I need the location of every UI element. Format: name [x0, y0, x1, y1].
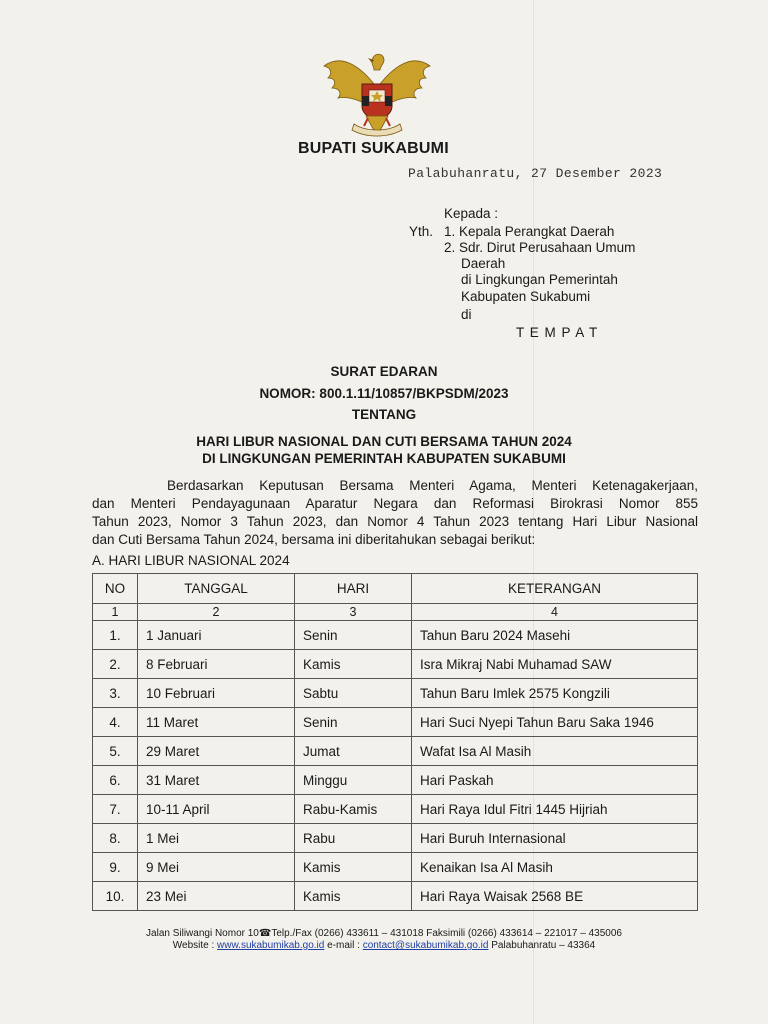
cell-desc: Isra Mikraj Nabi Muhamad SAW [412, 650, 698, 679]
website-link[interactable]: www.sukabumikab.go.id [217, 940, 325, 951]
table-row [93, 882, 698, 911]
cell-desc: Tahun Baru Imlek 2575 Kongzili [412, 679, 698, 708]
body-line-4: dan Cuti Bersama Tahun 2024, bersama ini diberitahukan sebagai berikut: [92, 532, 536, 547]
cell-no: 2. [93, 650, 138, 679]
addressee-item-2-cont: Daerah [461, 256, 506, 271]
addressee-kepada: Kepada : [444, 206, 499, 221]
place-date: Palabuhanratu, 27 Desember 2023 [408, 166, 663, 181]
cell-date: 9 Mei [138, 853, 295, 882]
footer-email-label: e-mail : [327, 940, 360, 951]
cell-day: Sabtu [295, 679, 412, 708]
col-number: 4 [412, 604, 698, 621]
cell-no: 3. [93, 679, 138, 708]
cell-date: 31 Maret [138, 766, 295, 795]
col-number: 1 [93, 604, 138, 621]
footer-website-label: Website : [172, 940, 215, 951]
cell-no: 10. [93, 882, 138, 911]
garuda-emblem-icon [318, 44, 436, 144]
cell-date: 10 Februari [138, 679, 295, 708]
table-row [93, 708, 698, 737]
section-a-title: A. HARI LIBUR NASIONAL 2024 [92, 553, 290, 568]
header-no: NO [93, 574, 138, 604]
cell-desc: Wafat Isa Al Masih [412, 737, 698, 766]
addressee-item-1: 1. Kepala Perangkat Daerah [444, 224, 615, 239]
table-row [93, 795, 698, 824]
body-line-1: Berdasarkan Keputusan Bersama Menteri Agama, Menteri Ketenagakerjaan, [167, 478, 698, 493]
cell-day: Rabu [295, 824, 412, 853]
cell-no: 7. [93, 795, 138, 824]
footer-city: Palabuhanratu – 43364 [491, 940, 596, 951]
cell-desc: Hari Raya Waisak 2568 BE [412, 882, 698, 911]
letter-type: SURAT EDARAN [330, 364, 438, 379]
letter-number: NOMOR: 800.1.11/10857/BKPSDM/2023 [259, 386, 509, 401]
addressee-di: di [461, 307, 472, 322]
table-row [93, 737, 698, 766]
cell-no: 6. [93, 766, 138, 795]
body-line-3: Tahun 2023, Nomor 3 Tahun 2023, dan Nomor 4 Tahun 2023 tentang Hari Libur Nasional [92, 514, 698, 529]
body-line-2: dan Menteri Pendayagunaan Aparatur Negara dan Reformasi Birokrasi Nomor 855 [92, 496, 698, 511]
table-row [93, 824, 698, 853]
cell-day: Jumat [295, 737, 412, 766]
header-tanggal: TANGGAL [138, 574, 295, 604]
cell-no: 9. [93, 853, 138, 882]
addressee-line-3: di Lingkungan Pemerintah [461, 272, 618, 287]
cell-date: 10-11 April [138, 795, 295, 824]
email-link[interactable]: contact@sukabumikab.go.id [362, 940, 489, 951]
cell-desc: Hari Suci Nyepi Tahun Baru Saka 1946 [412, 708, 698, 737]
cell-day: Rabu-Kamis [295, 795, 412, 824]
cell-date: 23 Mei [138, 882, 295, 911]
col-number: 3 [295, 604, 412, 621]
cell-date: 11 Maret [138, 708, 295, 737]
addressee-item-2: 2. Sdr. Dirut Perusahaan Umum [444, 240, 636, 255]
cell-no: 8. [93, 824, 138, 853]
cell-day: Kamis [295, 853, 412, 882]
cell-desc: Tahun Baru 2024 Masehi [412, 621, 698, 650]
addressee-yth: Yth. [409, 224, 434, 239]
addressee-line-4: Kabupaten Sukabumi [461, 289, 591, 304]
subject-line-2: DI LINGKUNGAN PEMERINTAH KABUPATEN SUKABUMI [202, 451, 566, 466]
cell-no: 4. [93, 708, 138, 737]
office-title: BUPATI SUKABUMI [298, 140, 449, 157]
table-row [93, 853, 698, 882]
cell-desc: Kenaikan Isa Al Masih [412, 853, 698, 882]
table-row [93, 766, 698, 795]
subject-line-1: HARI LIBUR NASIONAL DAN CUTI BERSAMA TAHUN 2024 [196, 434, 572, 449]
footer-address: Jalan Siliwangi Nomor 10☎Telp./Fax (0266) 433611 – 431018 Faksimili (0266) 433614 – 221017 – 435006 [146, 928, 622, 939]
header-hari: HARI [295, 574, 412, 604]
cell-day: Senin [295, 621, 412, 650]
cell-desc: Hari Raya Idul Fitri 1445 Hijriah [412, 795, 698, 824]
cell-date: 1 Januari [138, 621, 295, 650]
cell-date: 8 Februari [138, 650, 295, 679]
table-row [93, 650, 698, 679]
cell-date: 29 Maret [138, 737, 295, 766]
table-row [93, 679, 698, 708]
table-row [93, 621, 698, 650]
cell-no: 1. [93, 621, 138, 650]
cell-day: Kamis [295, 882, 412, 911]
cell-day: Kamis [295, 650, 412, 679]
column-number-row [93, 604, 698, 621]
body-paragraph [92, 477, 698, 549]
cell-date: 1 Mei [138, 824, 295, 853]
cell-desc: Hari Buruh Internasional [412, 824, 698, 853]
footer-contact [0, 940, 768, 951]
header-keterangan: KETERANGAN [412, 574, 698, 604]
cell-desc: Hari Paskah [412, 766, 698, 795]
table-header-row [93, 574, 698, 604]
letter-tentang: TENTANG [351, 407, 417, 422]
cell-no: 5. [93, 737, 138, 766]
holiday-table [92, 573, 698, 911]
cell-day: Senin [295, 708, 412, 737]
addressee-tempat: T E M P A T [516, 325, 599, 340]
col-number: 2 [138, 604, 295, 621]
cell-day: Minggu [295, 766, 412, 795]
